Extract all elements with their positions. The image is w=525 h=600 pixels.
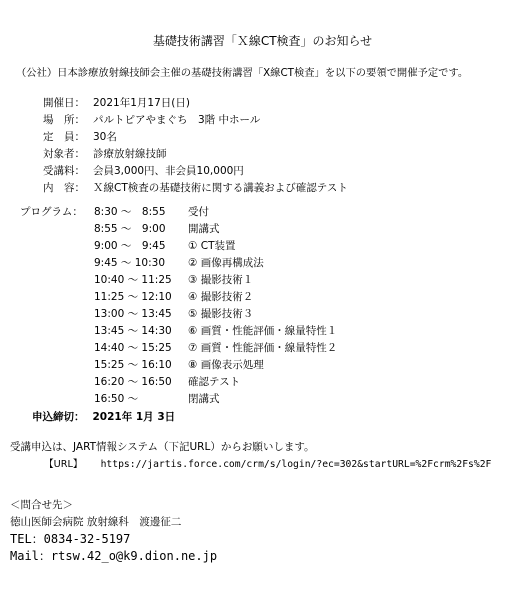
detail-label: 対象者： [43,148,85,160]
detail-value: 診療放射線技師 [93,148,167,160]
contact-heading: ＜問合せ先＞ [10,499,73,511]
detail-target [43,147,167,161]
program-item: ⑤ 撮影技術３ [188,308,254,320]
program-item: 閉講式 [188,393,220,405]
program-time: 13:45 ～ 14:30 [94,325,172,337]
program-label: プログラム： [20,206,83,218]
program-time: 11:25 ～ 12:10 [94,291,172,303]
detail-date [43,96,190,110]
program-time: 10:40 ～ 11:25 [94,274,172,286]
detail-value: Ｘ線CT検査の基礎技術に関する講義および確認テスト [93,182,348,194]
program-item: 確認テスト [188,376,241,388]
url-row [44,458,491,472]
program-item: ⑧ 画像表示処理 [188,359,264,371]
program-item: 開講式 [188,223,220,235]
deadline-value: 2021年 1月 3日 [92,411,176,423]
detail-content [43,181,348,195]
url-label: 【URL】 [44,459,83,470]
detail-venue [43,113,260,127]
detail-label: 受講料： [43,165,85,177]
program-item: ④ 撮影技術２ [188,291,254,303]
program-time: 14:40 ～ 15:25 [94,342,172,354]
detail-value: 30名 [93,131,117,143]
deadline-row [32,410,175,424]
detail-capacity [43,130,117,144]
intro-text: （公社）日本診療放射線技師会主催の基礎技術講習「X線CT検査」を以下の要領で開催予定です。 [16,67,469,79]
program-time: 16:50 ～ [94,393,139,405]
program-time: 8:55 ～ 9:00 [94,223,166,235]
apply-text: 受講申込は、JART情報システム（下記URL）からお願いします。 [10,441,315,453]
program-item: ③ 撮影技術１ [188,274,254,286]
detail-value: 会員3,000円、非会員10,000円 [93,165,244,177]
contact-mail: Mail：rtsw.42_o@k9.dion.ne.jp [10,549,218,563]
program-item: ② 画像再構成法 [188,257,264,269]
registration-link[interactable]: https://jartis.force.com/crm/s/login/?ec=302&startURL=%2Fcrm%2Fs%2F [100,459,492,470]
program-item: ① CT装置 [188,240,236,252]
contact-tel: TEL：0834-32-5197 [10,532,131,546]
detail-value: 2021年1月17日(日) [93,97,190,109]
contact-org: 徳山医師会病院 放射線科 渡邊征二 [10,516,182,528]
detail-label: 場 所： [43,114,85,126]
program-item: ⑥ 画質・性能評価・線量特性１ [188,325,338,337]
program-time: 8:30 ～ 8:55 [94,206,166,218]
program-time: 9:00 ～ 9:45 [94,240,166,252]
detail-label: 定 員： [43,131,85,143]
detail-label: 開催日： [43,97,85,109]
program-time: 16:20 ～ 16:50 [94,376,172,388]
program-time: 13:00 ～ 13:45 [94,308,172,320]
detail-value: パルトピアやまぐち 3階 中ホール [93,114,261,126]
program-time: 15:25 ～ 16:10 [94,359,172,371]
program-time: 9:45 ～ 10:30 [94,257,166,269]
program-item: ⑦ 画質・性能評価・線量特性２ [188,342,338,354]
deadline-label: 申込締切： [32,411,85,423]
detail-label: 内 容： [43,182,85,194]
notice-title: 基礎技術講習「Ｘ線CT検査」のお知らせ [152,34,373,48]
program-item: 受付 [188,206,209,218]
detail-fee [43,164,244,178]
